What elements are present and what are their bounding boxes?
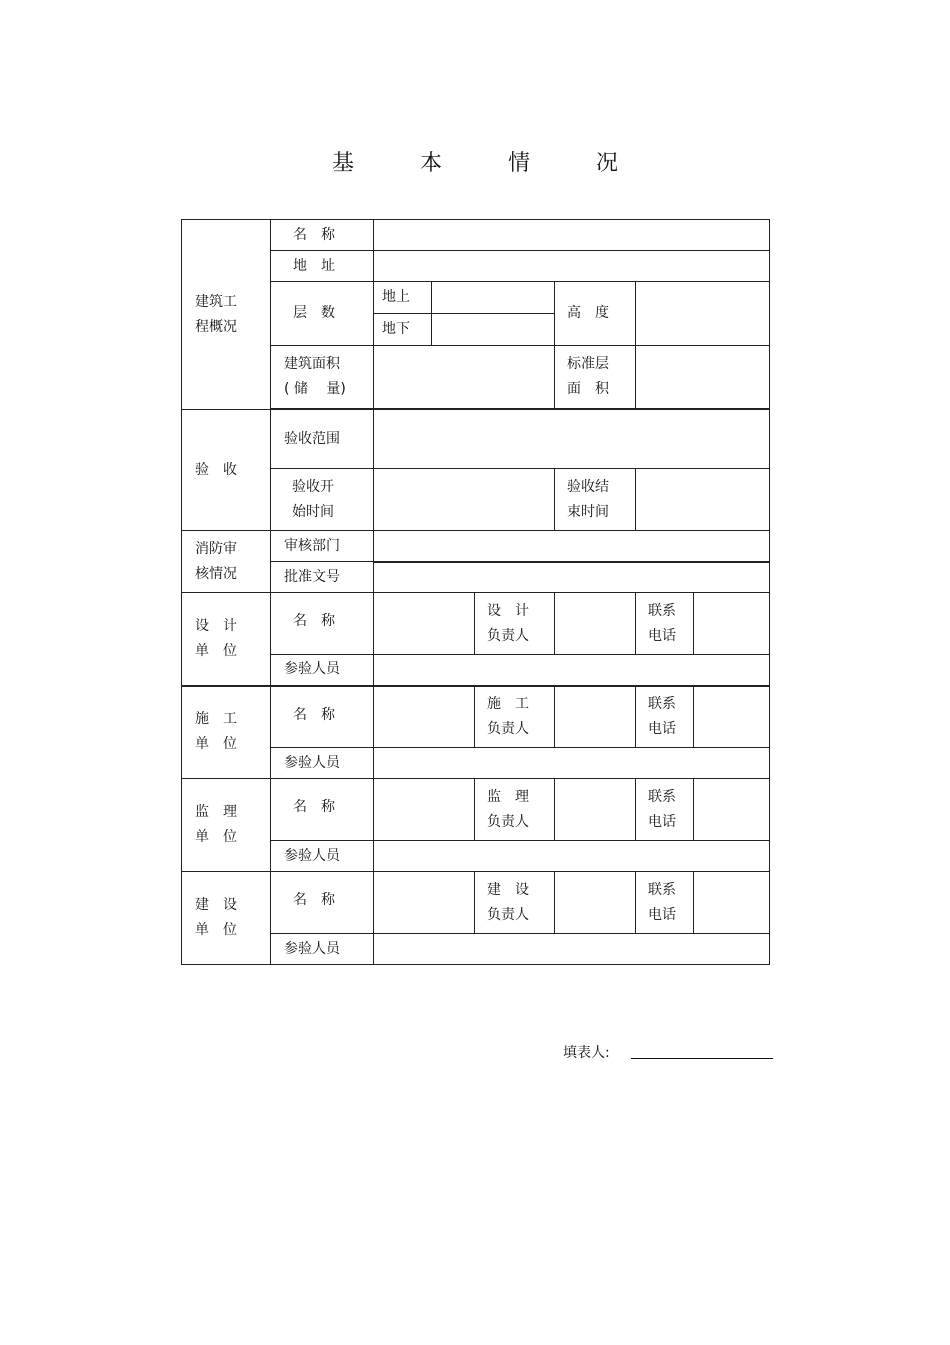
acceptance-end-line1: 验收结 (567, 478, 609, 495)
building-address-label: 地 址 (271, 251, 374, 282)
section-label-construction (182, 686, 271, 779)
owner-resp-field[interactable] (555, 872, 636, 934)
owner-label-line1: 建 设 (195, 897, 237, 913)
height-label: 高 度 (555, 282, 636, 346)
supervision-contact-label (636, 779, 694, 841)
acceptance-end-field[interactable] (636, 469, 770, 531)
building-label-line1: 建筑工 (195, 293, 237, 310)
design-participants-label: 参验人员 (271, 655, 374, 686)
building-label-line2: 程概况 (195, 318, 237, 335)
fire-dept-field[interactable] (374, 531, 770, 562)
owner-contact-line1: 联系 (648, 881, 676, 898)
section-label-acceptance: 验 收 (182, 410, 271, 531)
acceptance-start-label (271, 469, 374, 531)
construction-participants-field[interactable] (374, 748, 770, 779)
construction-contact-label (636, 686, 694, 748)
section-label-building (182, 220, 271, 410)
construction-label-line1: 施 工 (195, 711, 237, 728)
construction-contact-field[interactable] (694, 686, 770, 748)
supervision-name-label: 名 称 (271, 779, 374, 841)
design-contact-line2: 电话 (648, 627, 676, 644)
acceptance-start-field[interactable] (374, 469, 555, 531)
supervision-contact-field[interactable] (694, 779, 770, 841)
design-resp-label (475, 593, 555, 655)
building-name-field[interactable] (374, 220, 770, 251)
owner-contact-label (636, 872, 694, 934)
owner-resp-line2: 负责人 (487, 906, 529, 923)
construction-resp-line1: 施 工 (487, 695, 529, 712)
construction-label-line2: 单 位 (195, 736, 237, 753)
design-label-line2: 单 位 (195, 642, 237, 659)
form-filler-label: 填表人: (563, 1045, 610, 1061)
design-participants-field[interactable] (374, 655, 770, 686)
title-char-1: 基 (331, 151, 354, 176)
standard-floor-area-field[interactable] (636, 346, 770, 409)
construction-contact-line2: 电话 (648, 720, 676, 737)
owner-participants-label: 参验人员 (271, 934, 374, 965)
acceptance-scope-label: 验收范围 (271, 410, 374, 469)
standard-floor-area-label (555, 346, 636, 409)
construction-contact-line1: 联系 (648, 695, 676, 712)
design-label-line1: 设 计 (195, 617, 237, 634)
supervision-resp-line2: 负责人 (487, 813, 529, 830)
form-filler-signature-line[interactable] (631, 1058, 773, 1059)
owner-participants-field[interactable] (374, 934, 770, 965)
owner-contact-line2: 电话 (648, 906, 676, 923)
owner-name-label: 名 称 (271, 872, 374, 934)
building-area-line1: 建筑面积 (284, 356, 340, 372)
supervision-resp-line1: 监 理 (487, 788, 529, 805)
building-area-field[interactable] (374, 346, 555, 409)
supervision-name-field[interactable] (374, 779, 475, 841)
design-contact-line1: 联系 (648, 602, 676, 619)
construction-name-field[interactable] (374, 686, 475, 748)
fire-dept-label: 审核部门 (271, 531, 374, 562)
title-char-3: 情 (507, 151, 530, 176)
design-resp-line1: 设 计 (487, 602, 529, 619)
height-field[interactable] (636, 282, 770, 346)
fire-approval-label: 批准文号 (271, 562, 374, 593)
owner-resp-label (475, 872, 555, 934)
acceptance-start-line1: 验收开 (292, 478, 334, 495)
owner-name-field[interactable] (374, 872, 475, 934)
section-label-owner (182, 872, 271, 965)
title-char-2: 本 (419, 151, 442, 176)
design-name-label: 名 称 (271, 593, 374, 655)
acceptance-start-line2: 始时间 (292, 503, 334, 520)
section-label-fire (182, 531, 271, 593)
construction-resp-field[interactable] (555, 686, 636, 748)
construction-resp-line2: 负责人 (487, 720, 529, 737)
building-area-line2: ( 储 量) (284, 381, 346, 397)
owner-resp-line1: 建 设 (487, 881, 529, 898)
fire-label-line1: 消防审 (195, 540, 237, 557)
construction-name-label: 名 称 (271, 686, 374, 748)
floors-label: 层 数 (271, 282, 374, 346)
supervision-resp-label (475, 779, 555, 841)
title-char-4: 况 (595, 151, 618, 176)
construction-resp-label (475, 686, 555, 748)
floors-above-field[interactable] (432, 282, 555, 314)
fire-approval-field[interactable] (374, 562, 770, 593)
building-name-label: 名 称 (271, 220, 374, 251)
std-area-line1: 标准层 (567, 356, 609, 372)
supervision-contact-line1: 联系 (648, 788, 676, 805)
page-title (0, 146, 950, 177)
acceptance-end-label (555, 469, 636, 531)
supervision-participants-field[interactable] (374, 841, 770, 872)
supervision-label-line1: 监 理 (195, 804, 237, 820)
design-contact-label (636, 593, 694, 655)
supervision-resp-field[interactable] (555, 779, 636, 841)
construction-participants-label: 参验人员 (271, 748, 374, 779)
floors-below-label: 地下 (374, 314, 432, 346)
design-resp-field[interactable] (555, 593, 636, 655)
section-label-design (182, 593, 271, 686)
floors-above-label: 地上 (374, 282, 432, 314)
supervision-label-line2: 单 位 (195, 829, 237, 845)
owner-contact-field[interactable] (694, 872, 770, 934)
std-area-line2: 面 积 (567, 381, 609, 397)
floors-below-field[interactable] (432, 314, 555, 346)
supervision-participants-label: 参验人员 (271, 841, 374, 872)
building-address-field[interactable] (374, 251, 770, 282)
supervision-contact-line2: 电话 (648, 813, 676, 830)
owner-label-line2: 单 位 (195, 922, 237, 938)
design-name-field[interactable] (374, 593, 475, 655)
section-label-supervision (182, 779, 271, 872)
acceptance-end-line2: 束时间 (567, 503, 609, 520)
design-contact-field[interactable] (694, 593, 770, 655)
acceptance-scope-field[interactable] (374, 410, 770, 469)
fire-label-line2: 核情况 (195, 565, 237, 582)
building-area-label (271, 346, 374, 409)
design-resp-line2: 负责人 (487, 627, 529, 644)
basic-info-table (181, 219, 770, 965)
